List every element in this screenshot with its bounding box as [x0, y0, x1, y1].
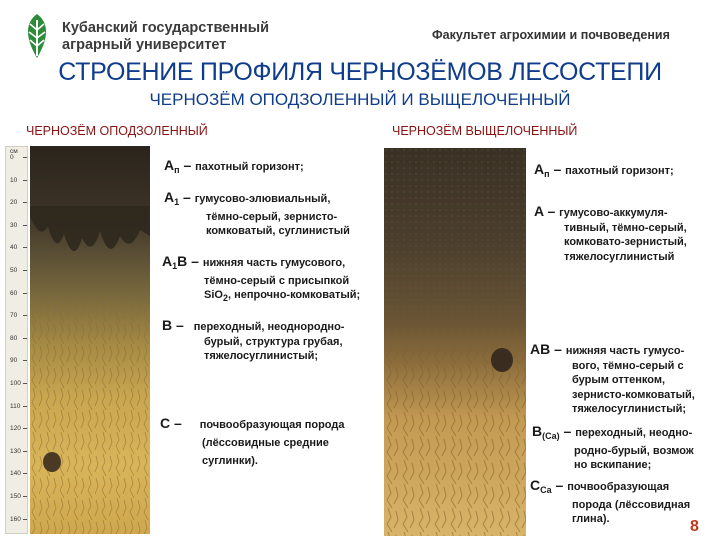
horizon-text: нижняя часть гумусо-	[565, 345, 685, 357]
dash: –	[559, 423, 576, 439]
ruler-tick-label: 0	[10, 154, 14, 161]
right-horizon-cca	[530, 478, 690, 527]
ruler-tick	[23, 270, 27, 271]
leached-soil-profile-image	[384, 148, 526, 536]
horizon-text: родно-бурый, возмож	[574, 444, 694, 457]
horizon-code-sub: Ca	[540, 485, 552, 496]
horizon-text: пахотный горизонт;	[195, 161, 304, 173]
horizon-text: комковато-зернистый,	[564, 236, 687, 248]
horizon-text: бурым оттенком,	[572, 374, 666, 386]
horizon-text: суглинки).	[202, 455, 258, 467]
horizon-text: непрочно-комковатый;	[234, 289, 361, 302]
ruler-tick-label: 100	[10, 380, 21, 387]
horizon-text: тяжелосуглинистый	[564, 250, 675, 263]
ruler-tick-label: 150	[10, 493, 21, 500]
dash: –	[179, 157, 196, 173]
horizon-text: (лёссовидные средние	[202, 437, 329, 449]
horizon-code: A	[164, 157, 175, 173]
ruler-tick	[23, 225, 27, 226]
left-horizon-a1	[164, 190, 350, 239]
horizon-code: B	[532, 423, 543, 439]
horizon-code-sub: (Ca)	[542, 431, 560, 442]
right-horizon-a	[534, 204, 687, 264]
dash: –	[543, 203, 560, 219]
ruler-unit: см	[10, 148, 18, 155]
ruler-tick	[23, 338, 27, 339]
left-section-heading: ЧЕРНОЗЁМ ОПОДЗОЛЕННЫЙ	[26, 124, 208, 138]
dash: –	[170, 415, 186, 431]
right-horizon-ap	[534, 162, 674, 182]
left-horizon-ap	[164, 158, 304, 178]
ruler-tick-label: 70	[10, 312, 18, 320]
right-horizon-bca	[532, 424, 694, 473]
ruler-tick	[23, 157, 27, 158]
horizon-code-sub: п	[544, 169, 550, 180]
ruler-tick-label: 20	[10, 199, 18, 207]
dash: –	[179, 189, 195, 205]
horizon-code-sub: 1	[174, 197, 180, 208]
ruler-tick-label: 110	[10, 402, 21, 410]
horizon-text: переходный, неодно-	[575, 427, 693, 439]
ruler-tick	[23, 247, 27, 248]
horizon-text: вого, тёмно-серый с	[572, 359, 684, 372]
horizon-text: но вскипание;	[574, 459, 652, 472]
ruler-tick-label: 120	[10, 425, 21, 433]
horizon-code: A	[164, 189, 175, 205]
page-subtitle: ЧЕРНОЗЁМ ОПОДЗОЛЕННЫЙ И ВЫЩЕЛОЧЕННЫЙ	[149, 90, 571, 109]
ruler-tick	[23, 315, 27, 316]
ruler-tick-label: 60	[10, 289, 18, 297]
horizon-text: пахотный горизонт;	[565, 165, 674, 177]
horizon-text: переходный, неоднородно-	[193, 321, 345, 333]
horizon-text: почвообразующая	[567, 481, 670, 493]
dash: –	[549, 161, 566, 177]
university-logo	[20, 12, 54, 60]
ruler-tick	[23, 180, 27, 181]
ruler-tick-label: 30	[10, 221, 18, 229]
ruler-tick-label: 130	[10, 447, 21, 455]
horizon-code: B	[162, 317, 173, 333]
left-horizon-c	[160, 414, 344, 470]
horizon-code: AB	[530, 341, 551, 357]
ruler-tick	[23, 360, 27, 361]
page-number: 8	[690, 518, 699, 535]
dash: –	[172, 317, 188, 333]
horizon-code: A	[534, 161, 545, 177]
page-title: СТРОЕНИЕ ПРОФИЛЯ ЧЕРНОЗЁМОВ ЛЕСОСТЕПИ	[58, 58, 662, 86]
horizon-code-sub: п	[174, 165, 180, 176]
horizon-text: тёмно-серый с присыпкой	[204, 274, 350, 287]
ruler-tick	[23, 202, 27, 203]
ruler-tick-label: 160	[10, 515, 21, 523]
horizon-text: тивный, тёмно-серый,	[564, 221, 687, 234]
horizon-code-sub: 1	[172, 261, 178, 272]
horizon-text: зернисто-комковатый,	[572, 388, 695, 401]
horizon-text: тяжелосуглинистый;	[572, 403, 687, 415]
ruler-tick	[23, 383, 27, 384]
ruler-tick-label: 50	[10, 267, 18, 274]
ruler-tick	[23, 473, 27, 474]
ruler-tick	[23, 519, 27, 520]
faculty-name: Факультет агрохимии и почвоведения	[432, 28, 670, 42]
horizon-code: B	[177, 253, 188, 269]
horizon-code: C	[160, 415, 171, 431]
ruler-tick	[23, 406, 27, 407]
right-horizon-ab	[530, 342, 695, 417]
horizon-text-sio2: SiO$_2$, непрочно-комковатый;	[204, 289, 361, 304]
sio-sub: 2	[222, 293, 228, 304]
right-section-heading: ЧЕРНОЗЁМ ВЫЩЕЛОЧЕННЫЙ	[392, 124, 578, 138]
horizon-text: нижняя часть гумусового,	[202, 257, 346, 269]
ruler-tick-label: 90	[10, 357, 18, 365]
ruler-tick-label: 10	[10, 176, 18, 184]
sio-text: SiO	[204, 289, 223, 302]
university-line-1: Кубанский государственный	[62, 20, 270, 36]
horizon-text: бурый, структура грубая,	[204, 335, 343, 348]
ruler-tick-label: 80	[10, 334, 18, 342]
horizon-code: C	[530, 477, 541, 493]
depth-ruler	[5, 146, 28, 534]
ruler-tick-label: 40	[10, 244, 18, 252]
horizon-text: почвообразующая порода	[199, 419, 345, 431]
horizon-text: глина).	[572, 513, 610, 526]
ruler-tick	[23, 451, 27, 452]
left-horizon-b	[162, 318, 344, 364]
ruler-tick	[23, 293, 27, 294]
horizon-text: тяжелосуглинистый;	[204, 350, 319, 362]
university-name	[62, 20, 269, 54]
left-horizon-a1b	[162, 254, 360, 306]
ruler-tick-label: 140	[10, 470, 21, 478]
horizon-code: A	[162, 253, 173, 269]
horizon-text: порода (лёссовидная	[572, 498, 691, 511]
horizon-code: A	[534, 203, 544, 219]
dash: –	[551, 477, 568, 493]
university-line-2: аграрный университет	[62, 37, 227, 53]
ruler-tick	[23, 496, 27, 497]
dash: –	[550, 341, 566, 357]
horizon-text: комковатый, суглинистый	[206, 225, 350, 238]
horizon-text: гумусово-аккумуля-	[559, 207, 668, 219]
ruler-tick	[23, 428, 27, 429]
dash: –	[187, 253, 203, 269]
podzolized-soil-profile-image	[30, 146, 150, 534]
horizon-text: гумусово-элювиальный,	[194, 193, 331, 205]
horizon-text: тёмно-серый, зернисто-	[206, 210, 338, 223]
